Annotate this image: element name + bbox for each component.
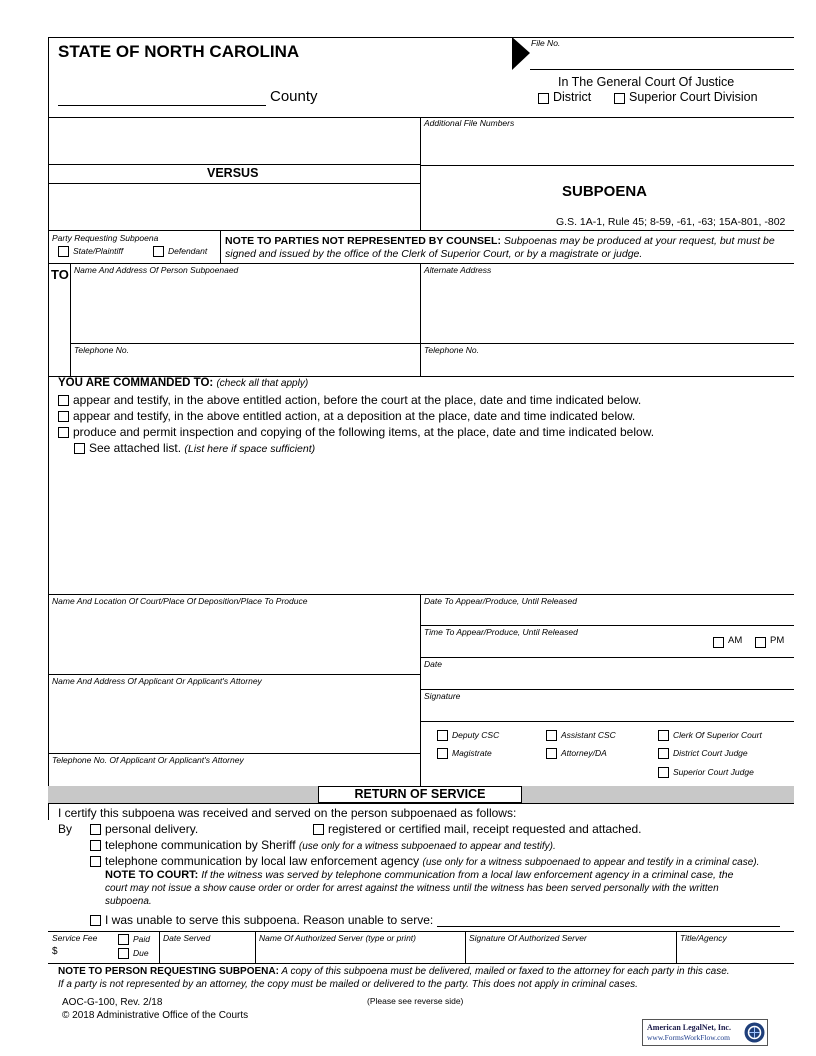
- magistrate-checkbox[interactable]: [437, 748, 448, 759]
- to-label: TO: [51, 267, 69, 282]
- service-heading-line: [48, 803, 794, 804]
- appear-deposition-checkbox[interactable]: [58, 411, 69, 422]
- left-border: [48, 37, 49, 820]
- magistrate-label: Magistrate: [452, 748, 492, 758]
- service-shade-right: [522, 786, 794, 803]
- attorney-label: Attorney/DA: [561, 748, 607, 758]
- deputy-label: Deputy CSC: [452, 730, 500, 740]
- see-list-checkbox[interactable]: [74, 443, 85, 454]
- applicant-bottom-line: [48, 753, 420, 754]
- county-line[interactable]: [58, 105, 266, 106]
- address-bottom-line: [70, 343, 794, 344]
- file-arrow-icon: [512, 37, 532, 70]
- footer-note-bold: NOTE TO PERSON REQUESTING SUBPOENA:: [58, 966, 279, 977]
- caption-bottom-border: [48, 230, 794, 231]
- appear-deposition-label: appear and testify, in the above entitled action, at a deposition at the place, date and time indicated below.: [73, 409, 636, 423]
- unable-reason-line[interactable]: [437, 926, 780, 927]
- superior-judge-checkbox[interactable]: [658, 767, 669, 778]
- footer-note-line2: If a party is not represented by an attorney, the copy must be mailed or delivered to the party. This does not apply in criminal cases.: [58, 979, 638, 990]
- top-border: [48, 37, 794, 38]
- commanded-heading: YOU ARE COMMANDED TO:: [58, 377, 214, 389]
- fee-divider: [159, 931, 160, 963]
- fee-dollar: $: [52, 946, 58, 957]
- footer-note-line1: [58, 966, 730, 977]
- tel-local-note: (use only for a witness subpoenaed to appear and testify in a criminal case).: [422, 857, 760, 868]
- telephone-label-2: Telephone No.: [424, 345, 479, 355]
- certify-text: I certify this subpoena was received and served on the person subpoenaed as follows:: [58, 806, 517, 820]
- details-divider: [420, 594, 421, 786]
- note-court-line1: [105, 869, 733, 881]
- by-label: By: [58, 822, 73, 836]
- am-label: AM: [728, 635, 743, 646]
- superior-checkbox[interactable]: [614, 93, 625, 104]
- pm-checkbox[interactable]: [755, 637, 766, 648]
- alternate-address-label: Alternate Address: [424, 265, 492, 275]
- defendant-checkbox[interactable]: [153, 246, 164, 257]
- district-judge-checkbox[interactable]: [658, 748, 669, 759]
- plaintiff-checkbox[interactable]: [58, 246, 69, 257]
- plaintiff-line: [48, 164, 420, 165]
- due-label: Due: [133, 948, 149, 958]
- appear-court-label: appear and testify, in the above entitled action, before the court at the place, date and time indicated below.: [73, 393, 642, 407]
- logo-line1: American LegalNet, Inc.: [647, 1023, 731, 1032]
- form-number: AOC-G-100, Rev. 2/18: [62, 997, 163, 1008]
- superior-label: Superior Court Division: [629, 90, 758, 104]
- note-court-bold: NOTE TO COURT:: [105, 869, 199, 881]
- tel-local-label: telephone communication by local law enforcement agency: [105, 854, 420, 868]
- date-served-label: Date Served: [163, 933, 211, 943]
- commanded-heading-row: [58, 377, 308, 389]
- date-appear-label: Date To Appear/Produce, Until Released: [424, 596, 577, 606]
- see-list-note: (List here if space sufficient): [184, 443, 316, 455]
- party-label: Party Requesting Subpoena: [52, 233, 159, 243]
- tel-local-checkbox[interactable]: [90, 856, 101, 867]
- reverse-note: (Please see reverse side): [367, 996, 464, 1006]
- produce-checkbox[interactable]: [58, 427, 69, 438]
- superior-judge-label: Superior Court Judge: [673, 767, 754, 777]
- party-note-line2: signed and issued by the office of the Clerk of Superior Court, or by a magistrate or judge.: [225, 248, 643, 260]
- note-court-line2: court may not issue a show cause order or order for arrest against the witness until the witness has been served personally with the written: [105, 883, 719, 894]
- personal-checkbox[interactable]: [90, 824, 101, 835]
- subpoena-title: SUBPOENA: [562, 183, 648, 200]
- paid-label: Paid: [133, 934, 151, 944]
- district-label: District: [553, 90, 592, 104]
- details-top-border: [48, 594, 794, 595]
- assistant-checkbox[interactable]: [546, 730, 557, 741]
- unable-label: I was unable to serve this subpoena. Reason unable to serve:: [105, 913, 434, 927]
- date-appear-line: [420, 625, 794, 626]
- registered-checkbox[interactable]: [313, 824, 324, 835]
- globe-icon: [743, 1021, 766, 1044]
- note-court-line3: subpoena.: [105, 896, 152, 907]
- name-address-label: Name And Address Of Person Subpoenaed: [74, 265, 239, 275]
- deputy-checkbox[interactable]: [437, 730, 448, 741]
- time-appear-line: [420, 657, 794, 658]
- date-label: Date: [424, 659, 442, 669]
- state-title: STATE OF NORTH CAROLINA: [58, 42, 300, 61]
- caption-divider: [420, 117, 421, 230]
- county-label: County: [270, 88, 318, 105]
- title-agency-label: Title/Agency: [680, 933, 727, 943]
- tel-sheriff-checkbox[interactable]: [90, 840, 101, 851]
- unable-checkbox[interactable]: [90, 915, 101, 926]
- server-name-label: Name Of Authorized Server (type or print): [259, 933, 416, 943]
- am-checkbox[interactable]: [713, 637, 724, 648]
- additional-file-line: [420, 165, 794, 166]
- district-checkbox[interactable]: [538, 93, 549, 104]
- server-name-divider: [465, 931, 466, 963]
- defendant-label: Defendant: [168, 246, 208, 256]
- tel-sheriff-note: (use only for a witness subpoenaed to appear and testify).: [298, 841, 556, 852]
- clerk-label: Clerk Of Superior Court: [673, 730, 762, 740]
- legalnet-logo: [642, 1019, 768, 1046]
- tel-local-row: [105, 854, 759, 868]
- time-appear-label: Time To Appear/Produce, Until Released: [424, 627, 578, 637]
- attorney-checkbox[interactable]: [546, 748, 557, 759]
- address-divider: [420, 263, 421, 376]
- party-divider: [220, 230, 221, 263]
- versus-label: VERSUS: [207, 166, 259, 180]
- assistant-label: Assistant CSC: [561, 730, 616, 740]
- versus-line: [48, 183, 420, 184]
- party-note-bold: NOTE TO PARTIES NOT REPRESENTED BY COUNSEL:: [225, 235, 501, 247]
- registered-label: registered or certified mail, receipt requested and attached.: [328, 822, 642, 836]
- location-bottom-line: [48, 674, 420, 675]
- service-shade-left: [48, 786, 318, 803]
- logo-line2: www.FormsWorkFlow.com: [647, 1033, 731, 1042]
- note-court-text1: If the witness was served by telephone communication from a local law enforcement agency in a criminal case, the: [198, 869, 734, 881]
- date-line: [420, 689, 794, 690]
- additional-file-label: Additional File Numbers: [424, 118, 515, 128]
- party-note-line1: [225, 235, 775, 247]
- court-name: In The General Court Of Justice: [558, 75, 735, 89]
- paid-checkbox[interactable]: [118, 934, 129, 945]
- service-heading: RETURN OF SERVICE: [318, 786, 522, 803]
- produce-label: produce and permit inspection and copying of the following items, at the place, date and time indicated below.: [73, 425, 655, 439]
- copyright: © 2018 Administrative Office of the Courts: [62, 1010, 249, 1021]
- file-no-label: File No.: [531, 38, 561, 48]
- service-row-bottom: [48, 963, 794, 964]
- personal-label: personal delivery.: [105, 822, 199, 836]
- fee-label: Service Fee: [52, 933, 98, 943]
- clerk-checkbox[interactable]: [658, 730, 669, 741]
- district-judge-label: District Court Judge: [673, 748, 748, 758]
- commanded-check-note: (check all that apply): [216, 378, 309, 389]
- see-list-row: [89, 441, 315, 455]
- statutes: G.S. 1A-1, Rule 45; 8-59, -61, -63; 15A-801, -802: [556, 216, 786, 228]
- signature-line[interactable]: [420, 721, 794, 722]
- telephone-label-1: Telephone No.: [74, 345, 129, 355]
- date-served-divider: [255, 931, 256, 963]
- signature-label: Signature: [424, 691, 461, 701]
- due-checkbox[interactable]: [118, 948, 129, 959]
- party-bottom-border: [48, 263, 794, 264]
- location-label: Name And Location Of Court/Place Of Deposition/Place To Produce: [52, 596, 308, 606]
- caption-top-border: [48, 117, 794, 118]
- to-divider: [70, 263, 71, 376]
- pm-label: PM: [770, 635, 785, 646]
- appear-court-checkbox[interactable]: [58, 395, 69, 406]
- applicant-label: Name And Address Of Applicant Or Applicant's Attorney: [52, 676, 262, 686]
- tel-sheriff-label: telephone communication by Sheriff: [105, 838, 296, 852]
- tel-sheriff-row: [105, 838, 556, 852]
- server-sig-label: Signature Of Authorized Server: [469, 933, 587, 943]
- file-no-line[interactable]: [530, 69, 794, 70]
- server-sig-divider: [676, 931, 677, 963]
- plaintiff-label: State/Plaintiff: [73, 246, 124, 256]
- footer-note-text1: A copy of this subpoena must be delivered, mailed or faxed to the attorney for each party in this case.: [278, 966, 730, 977]
- see-list-label: See attached list.: [89, 441, 182, 455]
- applicant-phone-label: Telephone No. Of Applicant Or Applicant's Attorney: [52, 755, 244, 765]
- party-note-text: Subpoenas may be produced at your request, but must be: [500, 235, 775, 247]
